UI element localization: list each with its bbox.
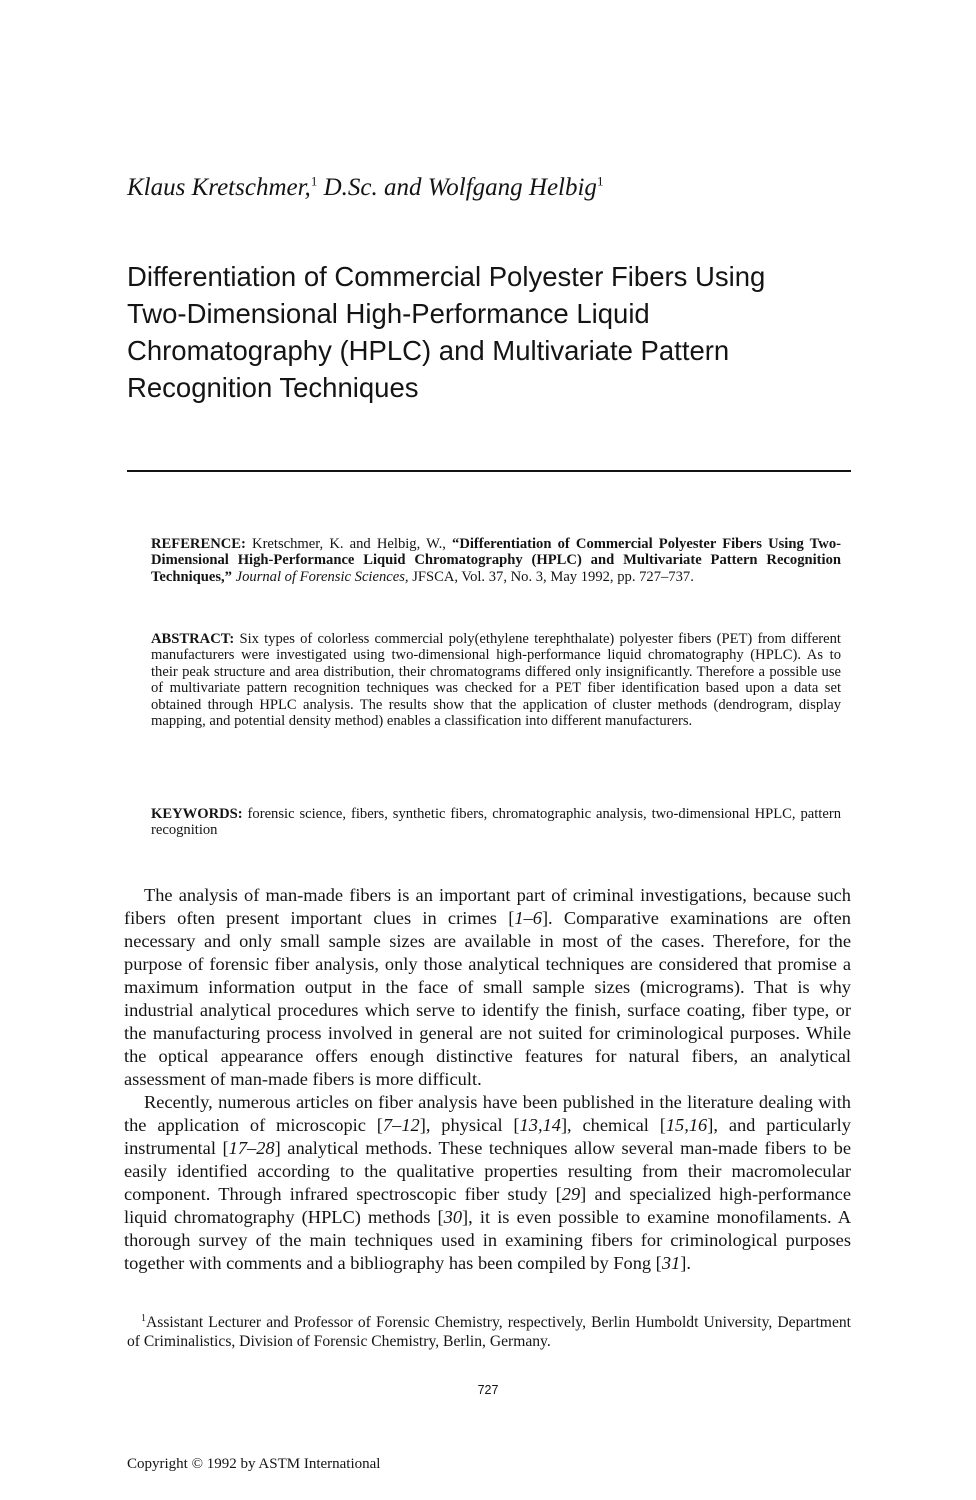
- keywords-block: [151, 806, 841, 839]
- text-span: Recently, numerous articles on fiber analysis have been published in the literature dealing with the application of microscopic [: [124, 1092, 851, 1135]
- author-2-affiliation-mark: 1: [596, 173, 604, 189]
- citation: 1–6: [514, 908, 542, 928]
- citation: 30: [443, 1207, 463, 1227]
- abstract-label: ABSTRACT:: [151, 631, 235, 647]
- citation: 7–12: [382, 1115, 420, 1135]
- footnote-mark: 1: [141, 1312, 146, 1324]
- title-divider: [127, 470, 851, 472]
- text-span: ], and particularly instrumental [: [124, 1115, 851, 1158]
- reference-authors: Kretschmer, K. and Helbig, W.,: [245, 536, 453, 552]
- reference-details: , JFSCA, Vol. 37, No. 3, May 1992, pp. 727–737.: [404, 568, 694, 585]
- footnote-text: Assistant Lecturer and Professor of Forensic Chemistry, respectively, Berlin Humboldt University, Department of Criminalistics, Division of Forensic Chemistry, Berlin, Germany.: [127, 1314, 851, 1350]
- reference-article-title: “Differentiation of Commercial Polyester Fibers Using Two-Dimensional High-Performance Liquid Chromatography (HPLC) and Multivariate Pattern Recognition Techniques,”: [151, 536, 841, 585]
- author-1: Klaus Kretschmer,: [127, 174, 311, 201]
- citation: 29: [561, 1184, 581, 1204]
- reference-block: [151, 536, 841, 585]
- text-span: ], it is even possible to examine monofilaments. A thorough survey of the main techniques used in examining fibers for criminological purposes together with comments and a bibliography has been compiled by Fong [: [124, 1207, 851, 1273]
- author-degree-and-author-2: D.Sc. and Wolfgang Helbig: [317, 174, 597, 201]
- abstract-block: [151, 631, 841, 729]
- text-span: ], physical [: [419, 1115, 520, 1135]
- reference-label: REFERENCE:: [151, 536, 246, 552]
- text-span: ].: [680, 1253, 691, 1273]
- abstract-text: Six types of colorless commercial poly(ethylene terephthalate) polyester fibers (PET) from different manufacturers were investigated using two-dimensional high-performance liquid chromatography (HPLC). As to their peak structure and area distribution, their chromatograms differed only insignificantly. Therefore a possible use of multivariate pattern recognition techniques was checked for a PET fiber identification based upon a data set obtained through HPLC analysis. The results show that the application of cluster methods (dendrogram, display mapping, and potential density method) enables a classification into different manufacturers.: [151, 631, 841, 730]
- title-line-4: Recognition Techniques: [127, 372, 419, 403]
- text-span: ] and specialized high-performance liquid chromatography (HPLC) methods [: [124, 1184, 851, 1227]
- author-line: [127, 174, 603, 202]
- title-line-1: Differentiation of Commercial Polyester Fibers Using: [127, 261, 766, 292]
- text-span: ] analytical methods. These techniques allow several man-made fibers to be easily identified according to the qualitative properties resulting from their macromolecular component. Through infrared spectroscopic fiber study [: [124, 1138, 851, 1204]
- citation: 17–28: [228, 1138, 275, 1158]
- affiliation-footnote: [127, 1314, 851, 1351]
- title-line-3: Chromatography (HPLC) and Multivariate Pattern: [127, 335, 730, 366]
- body-text: [124, 884, 851, 1275]
- text-span: ]. Comparative examinations are often necessary and only small sample sizes are available in most of the cases. Therefore, for the purpose of forensic fiber analysis, only those analytical techniques are considered that promise a maximum information output in the face of small sample sizes (micrograms). That is why industrial analytical procedures which serve to identify the finish, surface coating, fiber type, or the manufacturing process involved in general are not suited for criminological purposes. While the optical appearance offers enough distinctive features for natural fibers, an analytical assessment of man-made fibers is more difficult.: [124, 908, 851, 1089]
- text-span: ], chemical [: [560, 1115, 666, 1135]
- citation: 15,16: [665, 1115, 708, 1135]
- body-paragraph-2: [124, 1091, 851, 1275]
- body-paragraph-1: [124, 884, 851, 1091]
- keywords-label: KEYWORDS:: [151, 806, 243, 822]
- author-1-affiliation-mark: 1: [310, 173, 318, 189]
- citation: 13,14: [519, 1115, 561, 1135]
- article-title: [127, 258, 867, 406]
- text-span: The analysis of man-made fibers is an important part of criminal investigations, because such fibers often present important clues in crimes [: [124, 885, 851, 928]
- citation: 31: [661, 1253, 681, 1273]
- title-line-2: Two-Dimensional High-Performance Liquid: [127, 298, 650, 329]
- reference-journal: Journal of Forensic Sciences: [231, 568, 405, 585]
- keywords-text: forensic science, fibers, synthetic fibers, chromatographic analysis, two-dimensional HPLC, pattern recognition: [151, 806, 841, 839]
- copyright-notice: Copyright © 1992 by ASTM International: [127, 1456, 381, 1472]
- page-number: 727: [477, 1383, 499, 1397]
